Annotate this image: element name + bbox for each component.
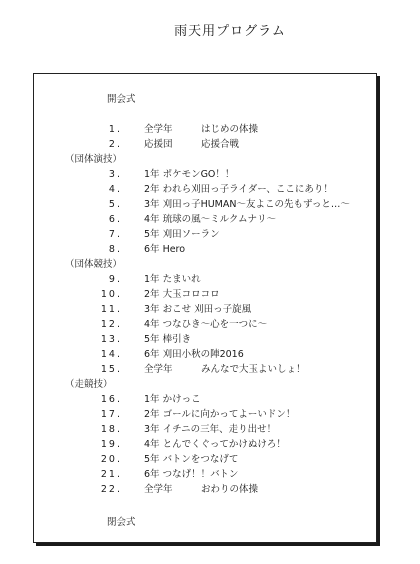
item-title: 3年 イチニの三年、走り出せ！: [144, 424, 277, 435]
item-number: 19.: [100, 439, 122, 450]
item-title: 2年 ゴールに向かってよーいドン！: [144, 409, 296, 420]
item-title: 5年 刈田ソーラン: [144, 229, 220, 240]
opening-ceremony: 開会式: [107, 94, 136, 105]
item-number: 11.: [100, 304, 122, 315]
item-title: 全学年 おわりの体操: [144, 484, 259, 495]
item-number: 17.: [100, 409, 122, 420]
item-title: 3年 刈田っ子HUMAN〜友よこの先もずっと…〜: [144, 199, 350, 210]
item-title: 応援団 応援合戦: [144, 139, 240, 150]
item-number: 10.: [100, 289, 122, 300]
category-label: （団体競技）: [65, 259, 123, 270]
item-number: 6.: [108, 214, 122, 225]
program-frame: [33, 73, 377, 543]
item-title: 6年 刈田小秋の陣2016: [144, 349, 244, 360]
item-number: 5.: [108, 199, 122, 210]
page-title: 雨天用プログラム: [174, 24, 286, 39]
item-title: 6年 Hero: [144, 244, 186, 255]
item-title: 1年 ポケモンGO！！: [144, 169, 235, 180]
item-number: 18.: [100, 424, 122, 435]
item-number: 14.: [100, 349, 122, 360]
item-title: 4年 琉球の風〜ミルクムナリ〜: [144, 214, 276, 225]
item-title: 2年 大玉コロコロ: [144, 289, 220, 300]
item-number: 20.: [100, 454, 122, 465]
item-title: 全学年 はじめの体操: [144, 124, 259, 135]
item-number: 22.: [100, 484, 122, 495]
item-number: 8.: [108, 244, 122, 255]
item-number: 2.: [108, 139, 122, 150]
item-number: 9.: [108, 274, 122, 285]
item-title: 3年 おこせ 刈田っ子旋風: [144, 304, 252, 315]
item-title: 4年 つなひき〜心を一つに〜: [144, 319, 268, 330]
item-number: 4.: [108, 184, 122, 195]
item-title: 1年 かけっこ: [144, 394, 201, 405]
item-number: 16.: [100, 394, 122, 405]
item-number: 7.: [108, 229, 122, 240]
item-title: 1年 たまいれ: [144, 274, 201, 285]
item-number: 3.: [108, 169, 122, 180]
item-number: 15.: [100, 364, 122, 375]
category-label: （団体演技）: [65, 154, 123, 165]
item-number: 13.: [100, 334, 122, 345]
item-title: 5年 棒引き: [144, 334, 192, 345]
item-number: 1.: [108, 124, 122, 135]
item-title: 全学年 みんなで大玉よいしょ！: [144, 364, 306, 375]
closing-ceremony: 閉会式: [107, 517, 136, 528]
item-title: 2年 われら刈田っ子ライダー、ここにあり！: [144, 184, 333, 195]
item-title: 6年 つなげ！！バトン: [144, 469, 239, 480]
item-title: 5年 バトンをつなげて: [144, 454, 239, 465]
item-number: 12.: [100, 319, 122, 330]
item-number: 21.: [100, 469, 122, 480]
category-label: （走競技）: [65, 379, 113, 390]
item-title: 4年 とんでくぐってかけぬけろ！: [144, 439, 286, 450]
